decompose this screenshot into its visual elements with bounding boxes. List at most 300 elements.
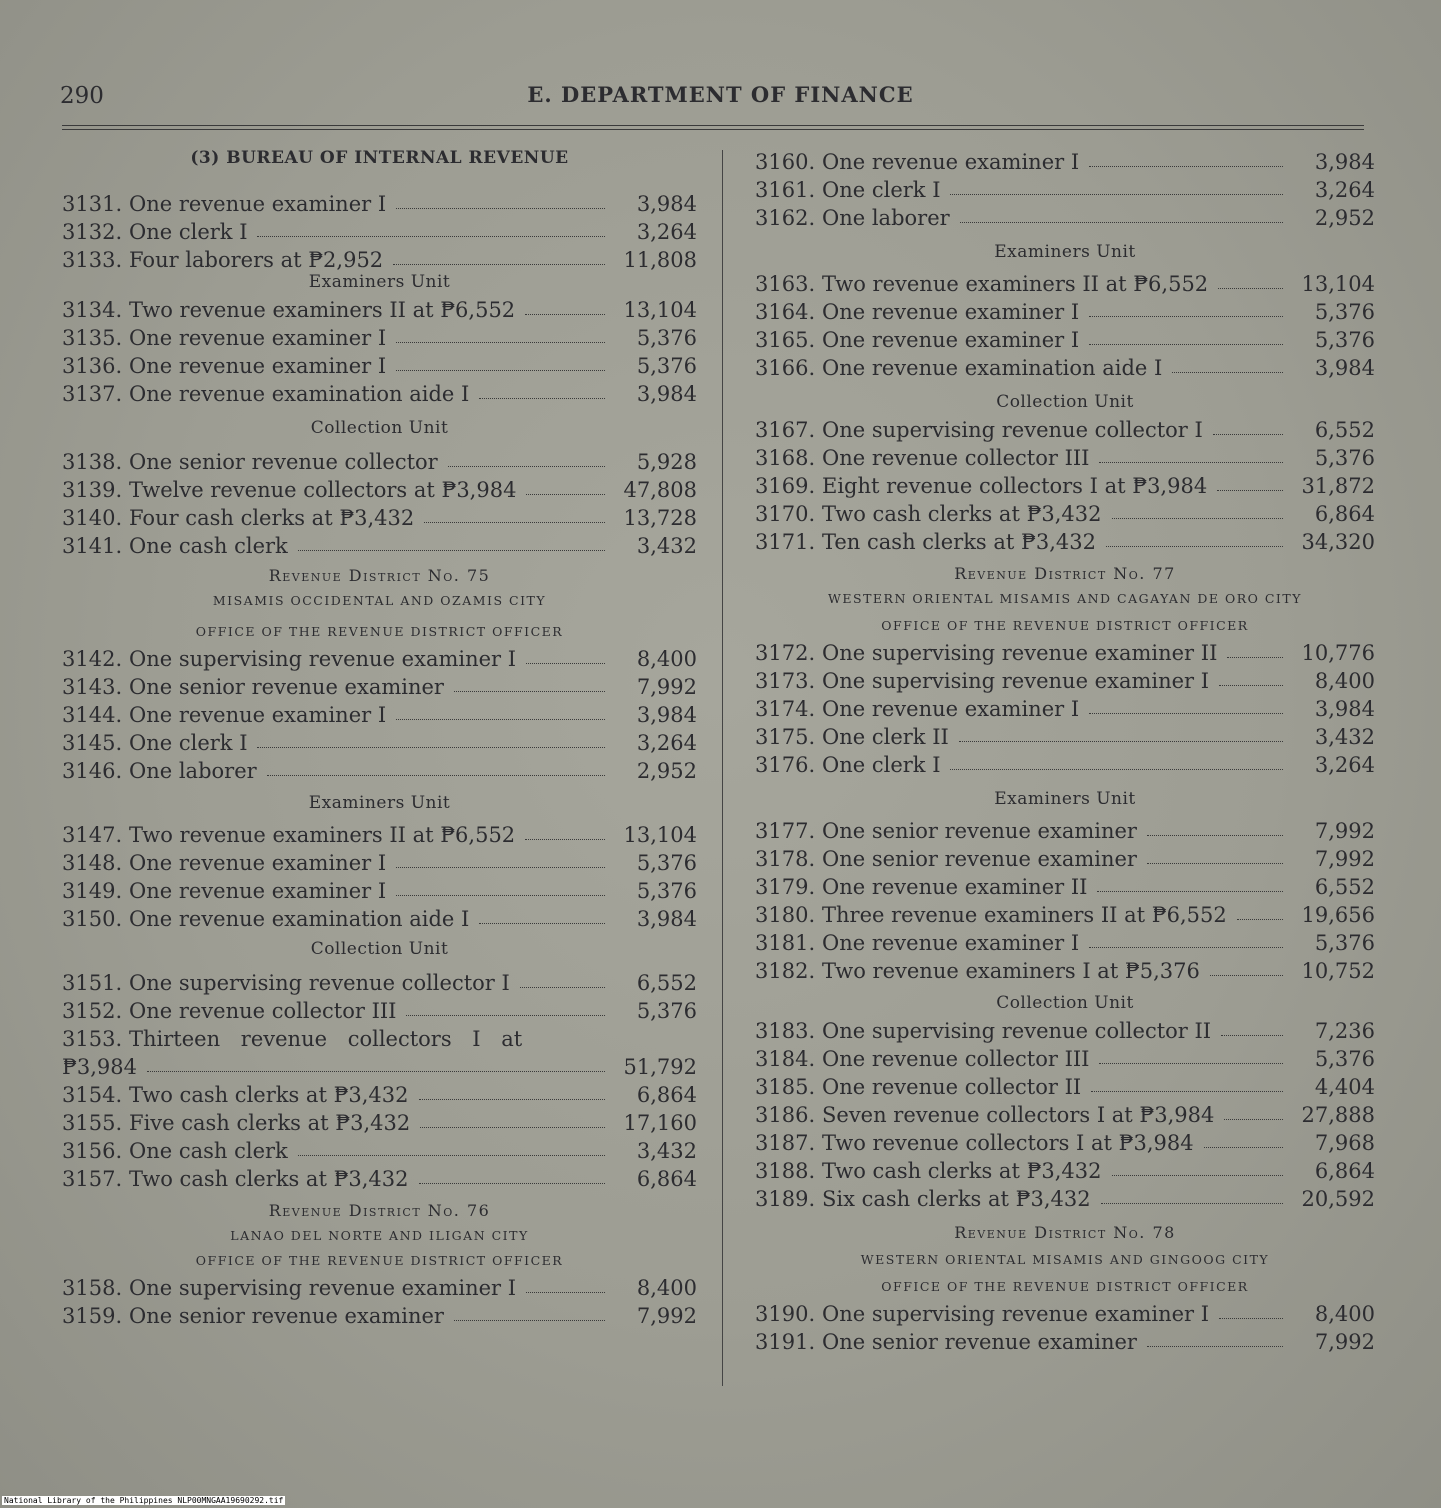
item-list	[755, 146, 1375, 230]
line-item	[62, 294, 697, 322]
item-description: One revenue examiner I	[822, 328, 1080, 352]
line-item	[755, 498, 1375, 526]
item-description: One revenue examiner I	[129, 879, 387, 903]
item-number: 3161.	[755, 178, 816, 202]
item-amount: 6,552	[1314, 875, 1375, 899]
district-office: OFFICE OF THE REVENUE DISTRICT OFFICER	[881, 618, 1249, 633]
item-amount: 5,376	[1314, 300, 1375, 324]
line-item	[755, 202, 1375, 230]
item-amount: 3,984	[636, 382, 697, 406]
line-item-wrapped	[62, 1023, 697, 1051]
section-heading: Examiners Unit	[308, 272, 451, 292]
item-number: 3189.	[755, 1187, 816, 1211]
item-list	[62, 1079, 697, 1191]
item-description: Thirteen revenue collectors I at	[129, 1027, 523, 1051]
dot-leader	[1147, 835, 1283, 836]
district-place: MISAMIS OCCIDENTAL AND OZAMIS CITY	[212, 593, 547, 608]
item-number: 3134.	[62, 298, 123, 322]
item-amount: 3,432	[636, 1139, 697, 1163]
line-item	[62, 903, 697, 931]
item-description: One revenue examiner I	[129, 192, 387, 216]
item-amount: 3,264	[636, 731, 697, 755]
item-list	[755, 414, 1375, 554]
item-number: 3158.	[62, 1276, 123, 1300]
item-number: 3188.	[755, 1159, 816, 1183]
item-amount: 3,432	[1314, 725, 1375, 749]
item-description: One revenue examination aide I	[129, 907, 470, 931]
item-amount: 3,984	[1314, 356, 1375, 380]
dot-leader	[1219, 1318, 1283, 1319]
line-item	[755, 470, 1375, 498]
item-description: One revenue examiner I	[822, 300, 1080, 324]
page-header: E. DEPARTMENT OF FINANCE	[527, 82, 914, 107]
item-number: 3141.	[62, 534, 123, 558]
item-number: 3152.	[62, 999, 123, 1023]
item-number: 3191.	[755, 1330, 816, 1354]
dot-leader	[1112, 518, 1283, 519]
dot-leader	[406, 1015, 605, 1016]
item-amount: 7,992	[1314, 819, 1375, 843]
section-heading: Collection Unit	[996, 993, 1134, 1013]
dot-leader	[526, 494, 605, 495]
item-number: 3179.	[755, 875, 816, 899]
item-amount: 3,984	[636, 907, 697, 931]
dot-leader	[396, 895, 605, 896]
item-amount: 5,376	[1314, 931, 1375, 955]
item-description: Four laborers at ₱2,952	[129, 248, 384, 272]
line-item	[62, 188, 697, 216]
dot-leader	[1099, 1063, 1283, 1064]
section-heading: Collection Unit	[310, 418, 449, 438]
item-description: Five cash clerks at ₱3,432	[129, 1111, 411, 1135]
item-number: 3174.	[755, 697, 816, 721]
item-description: One revenue collector III	[822, 446, 1090, 470]
dot-leader	[424, 522, 605, 523]
district-heading: Revenue District No. 77	[954, 564, 1176, 583]
item-number: 3144.	[62, 703, 123, 727]
dot-leader	[1106, 546, 1283, 547]
item-list	[62, 446, 697, 558]
item-number: 3170.	[755, 502, 816, 526]
item-amount: 3,984	[1314, 150, 1375, 174]
item-number: 3190.	[755, 1302, 816, 1326]
line-item	[755, 146, 1375, 174]
item-description: One cash clerk	[129, 534, 288, 558]
dot-leader	[1218, 288, 1283, 289]
dot-leader	[1089, 713, 1283, 714]
dot-leader	[950, 769, 1283, 770]
dot-leader	[959, 741, 1283, 742]
line-item	[62, 643, 697, 671]
item-description: One supervising revenue collector I	[822, 418, 1203, 442]
line-item	[755, 955, 1375, 983]
dot-leader	[1210, 975, 1283, 976]
item-amount: 2,952	[1314, 206, 1375, 230]
dot-leader	[454, 691, 605, 692]
dot-leader	[525, 314, 605, 315]
item-number: 3180.	[755, 903, 816, 927]
item-list	[62, 643, 697, 783]
item-description: Two revenue examiners I at ₱5,376	[822, 959, 1200, 983]
item-number: 3168.	[755, 446, 816, 470]
item-number: 3148.	[62, 851, 123, 875]
item-number: 3151.	[62, 971, 123, 995]
item-number: 3138.	[62, 450, 123, 474]
left-column	[62, 148, 697, 1328]
item-list	[755, 1015, 1375, 1211]
item-description: One supervising revenue examiner I	[129, 1276, 517, 1300]
item-number: 3154.	[62, 1083, 123, 1107]
line-item	[755, 174, 1375, 202]
item-number: 3178.	[755, 847, 816, 871]
item-number: 3135.	[62, 326, 123, 350]
item-description: One senior revenue examiner	[822, 819, 1137, 843]
dot-leader	[1089, 316, 1283, 317]
line-item	[62, 847, 697, 875]
dot-leader	[419, 1183, 605, 1184]
line-item	[62, 727, 697, 755]
line-item	[755, 871, 1375, 899]
item-amount: 13,104	[623, 298, 697, 322]
line-item	[755, 927, 1375, 955]
item-amount: 31,872	[1301, 474, 1375, 498]
item-amount: 17,160	[623, 1111, 697, 1135]
item-description: One senior revenue examiner	[822, 847, 1137, 871]
item-amount: 7,992	[636, 1304, 697, 1328]
item-description: Two cash clerks at ₱3,432	[822, 1159, 1102, 1183]
item-number: 3156.	[62, 1139, 123, 1163]
item-description: Twelve revenue collectors at ₱3,984	[129, 478, 517, 502]
item-number: 3175.	[755, 725, 816, 749]
item-description: One clerk I	[822, 753, 941, 777]
line-item	[62, 1300, 697, 1328]
dot-leader	[1147, 1346, 1283, 1347]
dot-leader	[419, 1099, 605, 1100]
line-item-continuation	[62, 1051, 697, 1079]
line-item	[62, 699, 697, 727]
line-item	[755, 268, 1375, 296]
item-description: One senior revenue examiner	[129, 675, 444, 699]
line-item	[62, 1163, 697, 1191]
item-amount: 6,864	[1314, 1159, 1375, 1183]
item-number: 3187.	[755, 1131, 816, 1155]
line-item	[755, 526, 1375, 554]
item-number: 3162.	[755, 206, 816, 230]
item-amount: 3,984	[636, 703, 697, 727]
item-amount: 5,376	[636, 326, 697, 350]
item-description: One senior revenue collector	[129, 450, 438, 474]
item-description: One revenue collector III	[822, 1047, 1090, 1071]
line-item	[755, 843, 1375, 871]
dot-leader	[525, 839, 605, 840]
dot-leader	[1089, 344, 1283, 345]
item-number: 3153.	[62, 1027, 123, 1051]
item-description: One senior revenue examiner	[822, 1330, 1137, 1354]
item-number: 3160.	[755, 150, 816, 174]
line-item	[755, 749, 1375, 777]
item-description: Two revenue examiners II at ₱6,552	[129, 298, 516, 322]
item-number: 3173.	[755, 669, 816, 693]
item-list	[755, 815, 1375, 983]
line-item	[755, 637, 1375, 665]
item-amount: 5,376	[1314, 1047, 1375, 1071]
item-amount: 47,808	[623, 478, 697, 502]
item-number: 3146.	[62, 759, 123, 783]
item-description: One clerk I	[129, 731, 248, 755]
item-number: 3133.	[62, 248, 123, 272]
section-heading: Examiners Unit	[994, 242, 1136, 262]
column-divider	[722, 150, 723, 1386]
dot-leader	[298, 550, 605, 551]
item-description: One revenue examiner I	[129, 354, 387, 378]
dot-leader	[1101, 1203, 1283, 1204]
dot-leader	[454, 1320, 605, 1321]
line-item	[62, 819, 697, 847]
item-amount: 13,104	[1301, 272, 1375, 296]
item-description: One supervising revenue collector II	[822, 1019, 1212, 1043]
item-number: 3143.	[62, 675, 123, 699]
item-amount: 3,264	[1314, 753, 1375, 777]
line-item	[62, 378, 697, 406]
dot-leader	[396, 719, 605, 720]
dot-leader	[1097, 891, 1283, 892]
item-number: 3142.	[62, 647, 123, 671]
line-item	[62, 1079, 697, 1107]
item-description: One supervising revenue examiner I	[822, 1302, 1210, 1326]
item-number: 3166.	[755, 356, 816, 380]
line-item	[62, 1107, 697, 1135]
item-amount: 11,808	[623, 248, 697, 272]
district-heading: Revenue District No. 78	[954, 1223, 1176, 1242]
item-amount: 7,992	[1314, 1330, 1375, 1354]
dot-leader	[479, 398, 605, 399]
item-number: 3136.	[62, 354, 123, 378]
item-amount: 5,376	[1314, 328, 1375, 352]
line-item	[62, 1135, 697, 1163]
line-item	[62, 322, 697, 350]
item-number: 3164.	[755, 300, 816, 324]
item-number: 3182.	[755, 959, 816, 983]
dot-leader	[396, 370, 605, 371]
item-description: One revenue examiner I	[822, 150, 1080, 174]
item-amount: 5,376	[636, 999, 697, 1023]
item-amount: 3,984	[1314, 697, 1375, 721]
line-item	[755, 899, 1375, 927]
dot-leader	[1213, 434, 1283, 435]
item-number: 3157.	[62, 1167, 123, 1191]
line-item	[62, 530, 697, 558]
item-amount: 6,552	[636, 971, 697, 995]
item-number: 3150.	[62, 907, 123, 931]
line-item	[62, 1272, 697, 1300]
line-item	[62, 216, 697, 244]
header-rule-double	[62, 129, 1364, 130]
item-list	[755, 637, 1375, 777]
dot-leader	[396, 342, 605, 343]
line-item	[755, 442, 1375, 470]
item-amount: 19,656	[1301, 903, 1375, 927]
line-item	[755, 665, 1375, 693]
item-amount: 7,992	[1314, 847, 1375, 871]
item-amount: 5,376	[1314, 446, 1375, 470]
section-heading: Collection Unit	[310, 939, 449, 959]
item-amount: 3,432	[636, 534, 697, 558]
dot-leader	[1112, 1175, 1283, 1176]
item-description: One revenue examiner I	[822, 931, 1080, 955]
item-list	[755, 268, 1375, 380]
item-description: Four cash clerks at ₱3,432	[129, 506, 415, 530]
item-description: One supervising revenue collector I	[129, 971, 510, 995]
dot-leader	[520, 987, 605, 988]
item-amount: 3,984	[636, 192, 697, 216]
dot-leader	[1091, 1091, 1283, 1092]
item-amount: 2,952	[636, 759, 697, 783]
line-item	[755, 352, 1375, 380]
dot-leader	[1089, 947, 1283, 948]
line-item	[755, 1155, 1375, 1183]
line-item	[755, 414, 1375, 442]
line-item	[755, 1183, 1375, 1211]
item-number: 3149.	[62, 879, 123, 903]
item-description: One laborer	[822, 206, 950, 230]
dot-leader	[298, 1155, 605, 1156]
item-amount: 5,928	[636, 450, 697, 474]
dot-leader	[1204, 1147, 1283, 1148]
scan-footer: National Library of the Philippines NLP00MNGAA19690292.tif	[4, 1496, 284, 1505]
item-description: Two revenue examiners II at ₱6,552	[129, 823, 516, 847]
item-description: Six cash clerks at ₱3,432	[822, 1187, 1091, 1211]
dot-leader	[1227, 657, 1283, 658]
item-description: Two revenue examiners II at ₱6,552	[822, 272, 1209, 296]
item-number: 3184.	[755, 1047, 816, 1071]
line-item	[755, 324, 1375, 352]
item-number: 3165.	[755, 328, 816, 352]
item-amount: 6,864	[636, 1083, 697, 1107]
item-amount: 51,792	[623, 1055, 697, 1079]
item-description: Two cash clerks at ₱3,432	[129, 1167, 409, 1191]
item-description: Three revenue examiners II at ₱6,552	[822, 903, 1227, 927]
line-item	[755, 1071, 1375, 1099]
item-number: 3172.	[755, 641, 816, 665]
item-number: 3183.	[755, 1019, 816, 1043]
item-description: One revenue examination aide I	[129, 382, 470, 406]
item-number: 3177.	[755, 819, 816, 843]
item-description: One clerk I	[822, 178, 941, 202]
dot-leader	[147, 1071, 605, 1072]
dot-leader	[1172, 372, 1283, 373]
item-number: 3163.	[755, 272, 816, 296]
item-amount: 5,376	[636, 851, 697, 875]
item-description: One revenue collector III	[129, 999, 397, 1023]
item-number: 3159.	[62, 1304, 123, 1328]
dot-leader	[960, 222, 1283, 223]
item-description: One revenue examiner I	[129, 851, 387, 875]
right-column	[755, 146, 1375, 1354]
dot-leader	[1224, 1119, 1283, 1120]
item-description: One revenue collector II	[822, 1075, 1082, 1099]
district-heading: Revenue District No. 76	[268, 1201, 491, 1220]
item-amount: 8,400	[636, 647, 697, 671]
dot-leader	[1219, 685, 1283, 686]
item-amount: 4,404	[1314, 1075, 1375, 1099]
item-description: One senior revenue examiner	[129, 1304, 444, 1328]
item-description: One revenue examiner I	[129, 326, 387, 350]
item-description: One revenue examination aide I	[822, 356, 1163, 380]
dot-leader	[1221, 1035, 1283, 1036]
item-description: One clerk I	[129, 220, 248, 244]
line-item	[755, 693, 1375, 721]
dot-leader	[257, 236, 605, 237]
district-place: WESTERN ORIENTAL MISAMIS AND GINGOOG CITY	[860, 1252, 1270, 1267]
item-description: ₱3,984	[62, 1055, 137, 1079]
item-number: 3167.	[755, 418, 816, 442]
item-amount: 6,864	[636, 1167, 697, 1191]
district-place: LANAO DEL NORTE AND ILIGAN CITY	[230, 1228, 529, 1243]
line-item	[755, 1043, 1375, 1071]
line-item	[62, 446, 697, 474]
item-list	[755, 1298, 1375, 1354]
item-amount: 34,320	[1301, 530, 1375, 554]
item-amount: 8,400	[1314, 669, 1375, 693]
item-number: 3139.	[62, 478, 123, 502]
section-heading: Examiners Unit	[994, 789, 1136, 809]
dot-leader	[1147, 863, 1283, 864]
dot-leader	[1217, 490, 1283, 491]
item-description: Eight revenue collectors I at ₱3,984	[822, 474, 1208, 498]
dot-leader	[1237, 919, 1283, 920]
item-number: 3132.	[62, 220, 123, 244]
dot-leader	[479, 923, 605, 924]
line-item	[62, 350, 697, 378]
dot-leader	[396, 208, 605, 209]
line-item	[62, 502, 697, 530]
item-list	[62, 967, 697, 1023]
item-amount: 5,376	[636, 354, 697, 378]
line-item	[755, 721, 1375, 749]
item-description: Seven revenue collectors I at ₱3,984	[822, 1103, 1215, 1127]
item-list	[62, 1272, 697, 1328]
item-description: One cash clerk	[129, 1139, 288, 1163]
item-amount: 8,400	[1314, 1302, 1375, 1326]
dot-leader	[950, 194, 1283, 195]
district-office: OFFICE OF THE REVENUE DISTRICT OFFICER	[195, 1253, 564, 1268]
section-heading: Examiners Unit	[308, 793, 451, 813]
item-number: 3137.	[62, 382, 123, 406]
line-item	[755, 1326, 1375, 1354]
line-item	[62, 995, 697, 1023]
line-item	[62, 244, 697, 272]
dot-leader	[526, 1292, 605, 1293]
bureau-title: (3) BUREAU OF INTERNAL REVENUE	[190, 148, 569, 168]
item-description: One revenue examiner I	[822, 697, 1080, 721]
line-item	[755, 1127, 1375, 1155]
item-number: 3169.	[755, 474, 816, 498]
line-item	[755, 296, 1375, 324]
dot-leader	[526, 663, 605, 664]
item-description: One laborer	[129, 759, 257, 783]
dot-leader	[1089, 166, 1283, 167]
item-number: 3185.	[755, 1075, 816, 1099]
line-item	[755, 1298, 1375, 1326]
dot-leader	[420, 1127, 605, 1128]
item-amount: 20,592	[1301, 1187, 1375, 1211]
line-item	[755, 1099, 1375, 1127]
item-amount: 10,776	[1301, 641, 1375, 665]
item-amount: 27,888	[1301, 1103, 1375, 1127]
item-number: 3181.	[755, 931, 816, 955]
item-number: 3147.	[62, 823, 123, 847]
line-item	[62, 755, 697, 783]
